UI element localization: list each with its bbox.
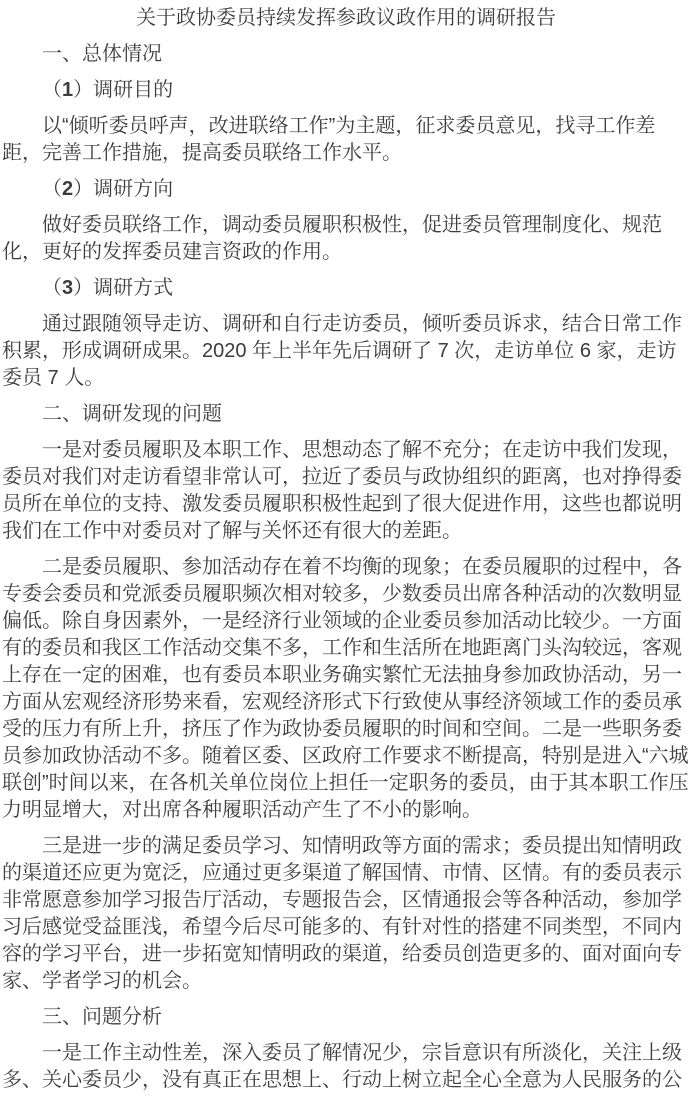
subheading-number: 1 xyxy=(62,79,74,101)
document-title: 关于政协委员持续发挥参政议政作用的调研报告 xyxy=(136,7,556,29)
paragraph: 一是工作主动性差，深入委员了解情况少，宗旨意识有所淡化，关注上级多、关心委员少，没有真正在思想上、行动上树立起全心全意为人民服务的公 xyxy=(2,1042,682,1091)
paragraph: 通过跟随领导走访、调研和自行走访委员，倾听委员诉求，结合日常工作积累，形成调研成果。2020 年上半年先后调研了 7 次，走访单位 6 家，走访委员 7 人。 xyxy=(2,313,682,389)
subheading-open-paren: （ xyxy=(42,178,62,200)
paragraph: 二是委员履职、参加活动存在着不均衡的现象；在委员履职的过程中，各专委会委员和党派委员履职频次相对较多，少数委员出席各种活动的次数明显偏低。除自身因素外，一是经济行业领域的企业委员参加活动比较少。一方面有的委员和我区工作活动交集不多，工作和生活所在地距离门头沟较远，客观上存在一定的困难，也有委员本职业务确实繁忙无法抽身参加政协活动，另一方面从宏观经济形势来看，宏观经济形式下行致使从事经济领域工作的委员承受的压力有所上升，挤压了作为政协委员履职的时间和空间。二是一些职务委员参加政协活动不多。随着区委、区政府工作要求不断提高，特别是进入“六城联创”时间以来，在各机关单位岗位上担任一定职务的委员，由于其本职工作压力明显增大，对出席各种履职活动产生了不小的影响。 xyxy=(2,556,689,821)
numbered-subheading xyxy=(2,275,690,302)
numbered-subheading xyxy=(2,77,690,104)
subheading-label: ）调研目的 xyxy=(73,79,174,101)
paragraph: 三是进一步的满足委员学习、知情明政等方面的需求；委员提出知情明政的渠道还应更为宽泛，应通过更多渠道了解国情、市情、区情。有的委员表示非常愿意参加学习报告厅活动，专题报告会，区情通报会等各种活动，参加学习后感觉受益匪浅，希望今后尽可能多的、有针对性的搭建不同类型，不同内容的学习平台，进一步拓宽知情明政的渠道，给委员创造更多的、面对面向专家、学者学习的机会。 xyxy=(2,835,682,992)
paragraph: 一是对委员履职及本职工作、思想动态了解不充分；在走访中我们发现，委员对我们对走访看望非常认可，拉近了委员与政协组织的距离，也对挣得委员所在单位的支持、激发委员履职积极性起到了很大促进作用，这些也都说明我们在工作中对委员对了解与关怀还有很大的差距。 xyxy=(2,439,682,542)
subheading-open-paren: （ xyxy=(42,277,62,299)
document-body xyxy=(2,41,690,1094)
numbered-subheading xyxy=(2,176,690,203)
subheading-label: ）调研方式 xyxy=(73,277,174,299)
subheading-number: 2 xyxy=(62,178,74,200)
subheading-open-paren: （ xyxy=(42,79,62,101)
paragraph: 做好委员联络工作，调动委员履职积极性，促进委员管理制度化、规范化，更好的发挥委员建言资政的作用。 xyxy=(2,214,662,263)
section-heading: 三、问题分析 xyxy=(42,1006,162,1028)
paragraph: 以“倾听委员呼声，改进联络工作”为主题，征求委员意见，找寻工作差距，完善工作措施，提高委员联络工作水平。 xyxy=(2,115,656,164)
section-heading: 一、总体情况 xyxy=(42,43,162,65)
section-heading: 二、调研发现的问题 xyxy=(42,403,222,425)
subheading-number: 3 xyxy=(62,277,74,299)
subheading-label: ）调研方向 xyxy=(73,178,174,200)
